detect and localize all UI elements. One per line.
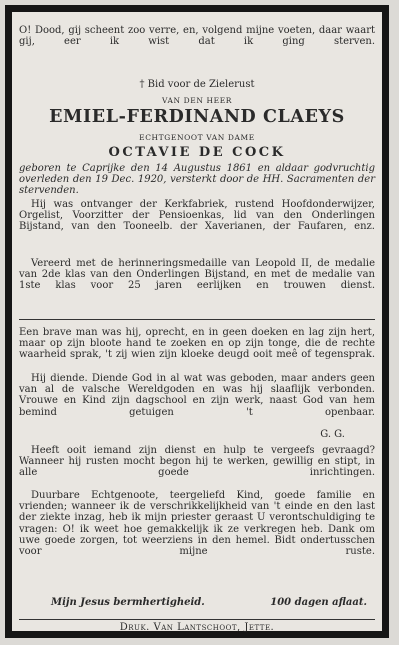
tribute-paragraph-1: Een brave man was hij, oprecht, en in geen doeken en lag zijn hert, maar op zijn bloote hand te zoeken en op zijn tonge, die de rechte waarheid sprak, 't zij wien zijn kloeke deugd ooit meê of tegensprak. — [19, 327, 375, 361]
invocation: Mijn Jesus bermhertigheid. — [51, 597, 205, 608]
indulgence-line — [19, 597, 375, 608]
printer-credit: Druk. Van Lantschoot, Jette. — [119, 622, 275, 633]
card-content — [19, 17, 375, 633]
divider — [19, 319, 375, 320]
tribute-paragraph-2: Hij diende. Diende God in al wat was geboden, maar anders geen van al de valsche Wereldgoden en was hij slaaflijk verbonden. Vrouwe en Kind zijn dagschool en zijn werk, naast God van hem bemind getuigen 't openbaar. — [19, 373, 375, 418]
indulgence-days: 100 dagen aflaat. — [270, 597, 367, 608]
biography-roles: Hij was ontvanger der Kerkfabriek, rustend Hoofdonderwijzer, Orgelist, Voorzitter der Pensioenkas, lid van den Onderlingen Bijstand, van den Tooneelb. der Xaverianen, der Faufaren, enz. — [19, 199, 375, 233]
opening-verse: O! Dood, gij scheent zoo verre, en, volgend mijne voeten, daar waart gij, eer ik wist dat ik ging sterven. — [19, 25, 375, 48]
signature-initials: G. G. — [320, 429, 345, 440]
spouse-label: ECHTGENOOT VAN DAME — [139, 133, 255, 142]
biography-medals: Vereerd met de herinneringsmedaille van Leopold II, de medalie van 2de klas van den Onderlingen Bijstand, en met de medalie van 1ste klas voor 25 jaren eerlijken en trouwen dienst. — [19, 258, 375, 292]
farewell-paragraph: Duurbare Echtgenoote, teergeliefd Kind, goede familie en vrienden; wanneer ik de verschrikkelijkheid van 't einde en den last der ziekte inzag, heb ik mijn priester geraast U verontschuldiging te vragen: O! ik weet hoe gemakkelijk ik ze verkregen heb. Dank om uwe goede zorgen, tot weerziens in den hemel. Bidt ondertusschen voor mijne ruste. — [19, 490, 375, 558]
footer-divider — [19, 619, 375, 620]
prayer-line: † Bid voor de Zielerust — [139, 79, 255, 90]
tribute-paragraph-3: Heeft ooit iemand zijn dienst en hulp te vergeefs gevraagd? Wanneer hij rusten mocht begon hij te werken, gewillig en stipt, in alle goede inrichtingen. — [19, 445, 375, 479]
black-border-frame — [5, 5, 389, 638]
spouse-name: OCTAVIE DE COCK — [108, 145, 286, 160]
birth-death-dates: geboren te Caprijke den 14 Augustus 1861 en aldaar godvruchtig overleden den 19 Dec. 1920, versterkt door de HH. Sacramenten der stervenden. — [19, 163, 375, 197]
van-den-heer-label: VAN DEN HEER — [161, 96, 233, 105]
deceased-name: EMIEL-FERDINAND CLAEYS — [49, 107, 345, 127]
